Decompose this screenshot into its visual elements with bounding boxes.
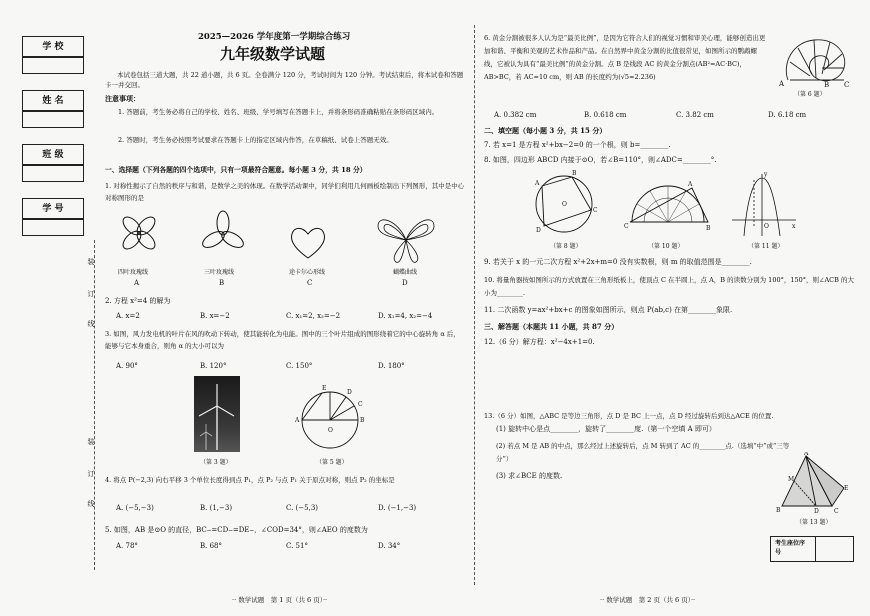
- q6-text: 6. 黄金分割被很多人认为是“最美比例”，是因为它符合人们的视觉习惯和审美心理，能够创造出更加和谐、平衡和美观的艺术作品和产品。在自然界中黄金分割的比值很常见，如图所示的鹦鹉螺线，它被认为具有“最美比例”的黄金分割。点 B 是线段 AC 的黄金分割点(AB²=AC·BC)，AB>BC，若 AC=10 cm，则 AB 的长度约为(√5≈2.236): [484, 34, 766, 81]
- binding-char: 线: [87, 320, 95, 327]
- svg-text:E: E: [322, 385, 327, 392]
- fig10-caption: （第 10 题）: [648, 243, 684, 250]
- exam-intro: 本试卷包括三道大题，共 22 道小题，共 6 页。全卷满分 120 分，考试时间为 120 分钟。考试结束后，将本试卷和答题卡一并交回。: [105, 71, 464, 89]
- fig13-caption: （第 13 题）: [796, 519, 832, 526]
- q6-option-c[interactable]: C. 3.82 cm: [676, 111, 714, 119]
- q5-text: 5. 如图，AB 是⊙O 的直径，BC⌢=CD⌢=DE⌢，∠COD=34°，则∠AEO 的度数为: [105, 526, 368, 534]
- seat-number-box[interactable]: [770, 536, 854, 562]
- binding-char: 订: [87, 470, 95, 477]
- svg-text:C: C: [358, 401, 363, 408]
- fig10-protractor: [622, 178, 714, 234]
- class-field[interactable]: [22, 164, 84, 182]
- q4-option-b[interactable]: B. (1,−3): [200, 504, 233, 512]
- svg-text:M: M: [788, 476, 795, 483]
- id-label-box: [22, 198, 84, 220]
- q2-option-b[interactable]: B. x=−2: [200, 312, 230, 320]
- svg-text:C: C: [844, 81, 850, 88]
- svg-text:A: A: [779, 80, 785, 88]
- svg-text:B: B: [572, 170, 577, 177]
- svg-text:C: C: [624, 223, 629, 230]
- svg-text:D: D: [814, 508, 819, 514]
- q1-option-a-letter[interactable]: A: [134, 279, 140, 287]
- q13-part1: (1) 旋转中心是点________，旋转了________度.（第一个空填 A 即可）: [496, 425, 716, 433]
- svg-text:x: x: [792, 223, 796, 230]
- q1-option-c-caption: 途卡尔心形线: [289, 269, 326, 276]
- q3-option-c[interactable]: C. 150°: [286, 362, 313, 370]
- seat-number-field[interactable]: [815, 537, 853, 561]
- note-1: 1. 答题前，考生务必将自己的学校、姓名、班级、学号填写在答题卡上，并将条形码准确粘贴在条形码区域内。: [118, 108, 439, 116]
- q2-option-d[interactable]: D. x₁=4, x₂=−4: [378, 312, 433, 320]
- svg-text:B: B: [706, 225, 711, 232]
- q1-option-d-caption: 蝴蝶曲线: [393, 269, 418, 276]
- q8-text: 8. 如图，四边形 ABCD 内接于⊙O，若∠B=110°，则∠ADC=________°.: [484, 156, 717, 164]
- q1-option-a-caption: 四叶玫瑰线: [118, 269, 149, 276]
- id-label: 学 号: [42, 204, 64, 214]
- q12-text: 12.（6 分）解方程：x²−4x+1=0.: [484, 338, 595, 346]
- q6-option-b[interactable]: B. 0.618 cm: [584, 111, 627, 119]
- q5-option-b[interactable]: B. 68°: [200, 542, 223, 550]
- fig11-caption: （第 11 题）: [748, 243, 784, 250]
- svg-text:O: O: [328, 427, 333, 434]
- svg-text:C: C: [593, 207, 598, 214]
- q6-option-d[interactable]: D. 6.18 cm: [768, 111, 807, 119]
- class-label: 班 级: [42, 150, 64, 160]
- exam-title: 九年级数学试题: [220, 45, 326, 63]
- q1-figure-four-leaf-rose: [112, 208, 166, 258]
- q2-option-a[interactable]: A. x=2: [116, 312, 140, 320]
- fig3-caption: （第 3 题）: [200, 459, 232, 466]
- q4-option-a[interactable]: A. (−5,−3): [116, 504, 154, 512]
- svg-text:C: C: [834, 508, 839, 514]
- q5-option-d[interactable]: D. 34°: [378, 542, 401, 550]
- q3-option-d[interactable]: D. 180°: [378, 362, 405, 370]
- svg-text:E: E: [844, 485, 849, 492]
- q1-figure-heart-curve: [288, 224, 328, 262]
- binding-char: 线: [87, 500, 95, 507]
- fig13-equilateral-triangle: [776, 452, 850, 514]
- school-label-box: [22, 36, 84, 58]
- q1-figure-butterfly-curve: [374, 212, 438, 268]
- q3-option-b[interactable]: B. 120°: [200, 362, 227, 370]
- q6-option-a[interactable]: A. 0.382 cm: [494, 111, 537, 119]
- id-field[interactable]: [22, 218, 84, 236]
- q11-text: 11. 二次函数 y=ax²+bx+c 的图象如图所示，则点 P(ab,c) 在第________象限.: [484, 306, 733, 314]
- binding-char: 订: [87, 290, 95, 297]
- note-2: 2. 答题时，考生务必按照考试要求在答题卡上的指定区域内作答，在草稿纸、试卷上答题无效。: [118, 136, 393, 144]
- svg-text:O: O: [764, 223, 769, 230]
- q3-text: 3. 如图，风力发电机的叶片在风的吹动下转动，使其能转化为电能。图中的三个叶片组成的图形绕着它的中心旋转角 α 后，能够与它本身重合，则角 α 的大小可以为: [105, 330, 460, 350]
- svg-text:D: D: [536, 227, 541, 234]
- wind-turbine-photo: [194, 376, 240, 452]
- q1-text: 1. 对称性揭示了自然的秩序与和谐，是数学之美的体现。在数学活动课中，同学们利用几何画板绘制出下列图形，其中是中心对称图形的是: [105, 182, 465, 202]
- svg-text:A: A: [535, 180, 540, 187]
- nautilus-shell-figure: [778, 34, 852, 88]
- q2-option-c[interactable]: C. x₁=2, x₂=−2: [286, 312, 341, 320]
- q1-option-b-letter[interactable]: B: [219, 279, 225, 287]
- fig5-circle-diagram: [290, 382, 370, 452]
- svg-text:A: A: [295, 417, 300, 424]
- school-field[interactable]: [22, 56, 84, 74]
- svg-text:B: B: [360, 417, 365, 424]
- notes-heading: 注意事项：: [105, 94, 140, 103]
- q1-option-b-caption: 三叶玫瑰线: [204, 269, 235, 276]
- q1-option-c-letter[interactable]: C: [307, 279, 313, 287]
- school-label: 学 校: [42, 42, 64, 52]
- svg-text:y: y: [764, 171, 768, 178]
- q13-part3: (3) 求∠BCE 的度数.: [496, 472, 563, 480]
- class-label-box: [22, 144, 84, 166]
- svg-text:B: B: [776, 507, 781, 514]
- q1-option-d-letter[interactable]: D: [402, 279, 408, 287]
- name-field[interactable]: [22, 110, 84, 128]
- fig6-caption: （第 6 题）: [794, 91, 826, 98]
- section2-heading: 二、填空题（每小题 3 分，共 15 分）: [484, 126, 607, 135]
- q5-option-c[interactable]: C. 51°: [286, 542, 308, 550]
- svg-text:A: A: [804, 452, 809, 457]
- name-label: 姓 名: [42, 96, 64, 106]
- q5-option-a[interactable]: A. 78°: [116, 542, 138, 550]
- q4-text: 4. 将点 P(−2,3) 向右平移 3 个单位长度得到点 P₁，点 P₂ 与点 P₁ 关于原点对称，则点 P₂ 的坐标是: [105, 476, 395, 484]
- fig8-cyclic-quadrilateral: [528, 170, 600, 238]
- q3-option-a[interactable]: A. 90°: [116, 362, 138, 370]
- q2-text: 2. 方程 x²=4 的解为: [105, 297, 171, 305]
- svg-text:D: D: [347, 389, 352, 396]
- svg-text:A: A: [688, 181, 693, 188]
- q4-option-c[interactable]: C. (−5,3): [286, 504, 319, 512]
- section3-heading: 三、解答题（本题共 11 小题，共 87 分）: [484, 322, 619, 331]
- page2-footer: ·· 数学试题 第 2 页（共 6 页）··: [600, 596, 696, 604]
- q4-option-d[interactable]: D. (−1,−3): [378, 504, 417, 512]
- binding-char: 装: [87, 438, 95, 445]
- fig5-caption: （第 5 题）: [316, 459, 348, 466]
- q9-text: 9. 若关于 x 的一元二次方程 x²+2x+m=0 没有实数根，则 m 的取值范围是________.: [484, 258, 752, 266]
- svg-text:O: O: [562, 201, 567, 208]
- svg-text:B: B: [824, 81, 830, 88]
- q13-text: 13.（6 分）如图，△ABC 是等边三角形，点 D 是 BC 上一点，点 D 经过旋转后到达△ACE 的位置.: [484, 412, 774, 420]
- page1-footer: ·· 数学试题 第 1 页（共 6 页）··: [232, 596, 328, 604]
- fig8-caption: （第 8 题）: [550, 243, 582, 250]
- column-divider: [474, 25, 475, 585]
- q1-figure-three-leaf-rose: [196, 206, 250, 262]
- binding-char: 装: [87, 258, 95, 265]
- name-label-box: [22, 90, 84, 112]
- section1-heading: 一、选择题（下列各题的四个选项中，只有一项最符合题意。每小题 3 分，共 18 分）: [105, 166, 367, 174]
- q7-text: 7. 若 x=1 是方程 x²+bx−2=0 的一个根，则 b=________.: [484, 141, 671, 149]
- year-line: 2025—2026 学年度第一学期综合练习: [198, 32, 351, 42]
- q10-text: 10. 将量角器按如图所示的方式放置在三角形纸板上，使顶点 C 在半圆上，点 A，B 的读数分别为 100°，150°，则∠ACB 的大小为________.: [484, 276, 854, 297]
- seat-number-label: 考生座位序号: [775, 540, 806, 556]
- fig11-parabola-graph: [728, 170, 800, 238]
- q13-part2: (2) 若点 M 是 AB 的中点，那么经过上述旋转后，点 M 转到了 AC 的________点.（选填“中”或“三等分”）: [496, 442, 790, 463]
